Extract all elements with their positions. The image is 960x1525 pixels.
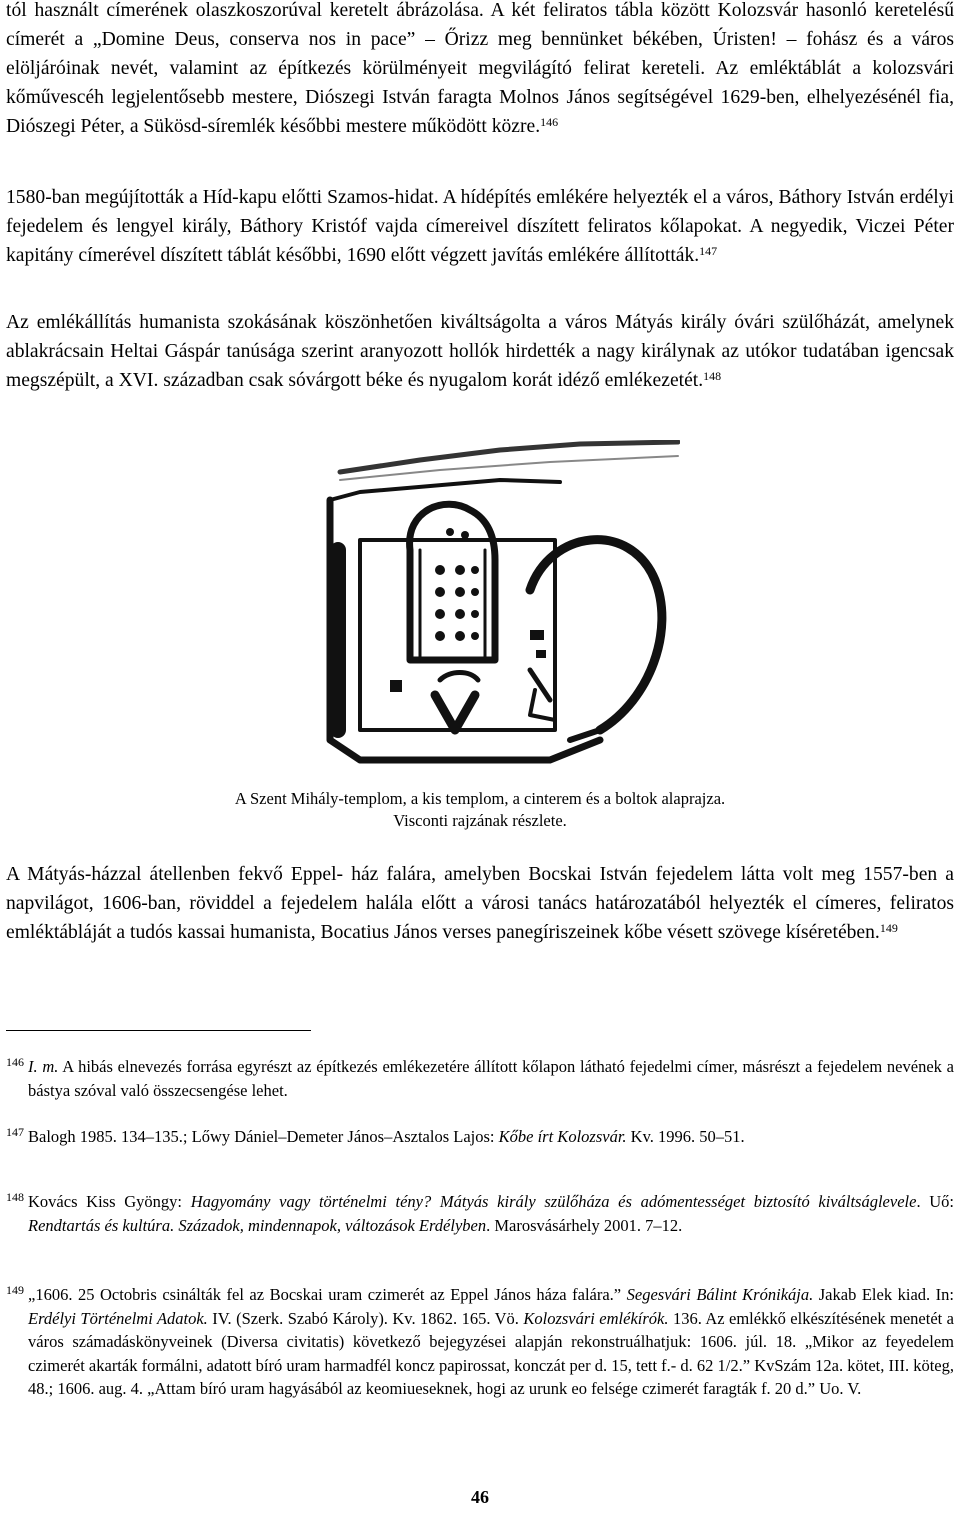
footnote-number: 147 — [6, 1125, 24, 1139]
floor-plan-drawing — [300, 440, 680, 780]
footnote-146 — [6, 1055, 954, 1102]
footnote-147 — [6, 1125, 954, 1149]
footnote-italic: I. m. — [28, 1057, 59, 1076]
footnote-body: IV. (Szerk. Szabó Károly). Kv. 1862. 165. Vö. — [207, 1308, 524, 1328]
paragraph-1 — [6, 0, 954, 141]
footnote-ref-148[interactable]: 148 — [703, 369, 722, 383]
paragraph-2 — [6, 183, 954, 270]
footnote-italic: Kőbe írt Kolozsvár. — [498, 1127, 627, 1146]
footnote-body: Balogh 1985. 134–135.; Lőwy Dániel–Demeter János–Asztalos Lajos: — [28, 1127, 499, 1146]
footnote-italic: Rendtartás és kultúra. Századok, mindennapok, változások Erdélyben — [28, 1215, 487, 1235]
footnote-body: Jakab Elek kiad. In: — [813, 1285, 954, 1304]
footnote-italic: Erdélyi Történelmi Adatok. — [28, 1308, 208, 1328]
paragraph-2-text: 1580-ban megújították a Híd-kapu előtti Szamos-hidat. A hídépítés emlékére helyezték el a város, Báthory István erdélyi fejedelem és lengyel király, Báthory Kristóf vajda címereivel díszített feliratos kőlapokat. A negyedik, Viczei Péter kapitány címerével díszített táblát későbbi, 1690 előtt végzett javítás emlékére állították. — [6, 187, 954, 266]
footnote-italic: Segesvári Bálint Krónikája. — [626, 1285, 814, 1304]
footnote-body: „1606. 25 Octobris csinálták fel az Bocskai uram czimerét az Eppel János háza falára.” — [28, 1285, 627, 1304]
footnote-148 — [6, 1190, 954, 1237]
footnote-ref-149[interactable]: 149 — [879, 921, 898, 935]
figure-caption — [6, 788, 954, 832]
footnote-number: 146 — [6, 1055, 24, 1069]
footnote-body: . Marosvásárhely 2001. 7–12. — [486, 1215, 683, 1235]
footnote-body: Kv. 1996. 50–51. — [626, 1127, 745, 1146]
footnote-ref-147[interactable]: 147 — [699, 244, 718, 258]
footnote-149 — [6, 1283, 954, 1401]
footnote-number: 148 — [6, 1190, 24, 1204]
footnote-body: 136. Az emlékkő elkészítésének menetét a város számadáskönyveinek (Diversa civitatis) következő bejegyzései alapján rekonstruálhatjuk: 1606. júl. 18. „Mikor az feyedelem czimerét akarták formálni, adatott bíró uram harmadfél koncz papirossat, konczát per d. 15, tett f.- d. 62 1/2.” KvSzám 12a. kötet, III. köteg, 48.; 1606. aug. 4. „Attam bíró uram hagyásából az keomiueseknek, hogi az urunk eo felsége czimerét faragták f. 20 d.” Uo. V. — [28, 1308, 954, 1399]
footnote-italic: Hagyomány vagy történelmi tény? Mátyás király szülőháza és adómentességet biztosító kiváltságlevele — [190, 1192, 917, 1211]
caption-line-1: A Szent Mihály-templom, a kis templom, a cinterem és a boltok alaprajza. — [234, 789, 726, 808]
footnote-italic: Kolozsvári emlékírók. — [523, 1308, 669, 1328]
paragraph-4 — [6, 860, 954, 947]
footnote-ref-146[interactable]: 146 — [540, 115, 559, 129]
paragraph-3 — [6, 308, 954, 395]
footnote-body: A hibás elnevezés forrása egyrészt az építkezés emlékezetére állított kőlapon látható fejedelmi címer, másrészt a fejedelem nevének a bástya szóval való összecsengése lehet. — [28, 1057, 954, 1100]
paragraph-1-text: tól használt címerének olaszkoszorúval keretelt ábrázolása. A két feliratos tábla között Kolozsvár hasonló keretelésű címerét a „Domine Deus, conserva nos in pace” – Őrizz meg bennünket békében, Úristen! – fohász és a város elöljáróinak nevét, valamint az építkezés körülményeit megvilágító felirat kereteli. Az emléktáblát a kolozsvári kőművescéh legjelentősebb mestere, Diószegi István faragta Molnos János segítségével 1629-ben, elhelyezésénél fia, Diószegi Péter, a Sükösd-síremlék későbbi mestere működött közre. — [6, 0, 954, 137]
paragraph-4-text: A Mátyás-házzal átellenben fekvő Eppel- ház falára, amelyben Bocskai István fejedelem látta volt meg 1557-ben a napvilágot, 1606-ban, röviddel a fejedelem halála előtt a városi tanács határozatából helyezték el címeres, feliratos emléktábláját a tudós kassai humanista, Bocatius János verses panegíriszeinek kőbe vésett szövege kíséretében. — [6, 864, 954, 943]
floor-plan-svg — [300, 440, 680, 780]
footnote-text — [6, 1190, 954, 1237]
footnote-body: Kovács Kiss Gyöngy: — [28, 1192, 191, 1211]
page-number: 46 — [471, 1487, 489, 1507]
footnote-text — [6, 1055, 954, 1102]
footnote-body: . Uő: — [916, 1192, 955, 1211]
footnote-text — [6, 1283, 954, 1401]
footnote-number: 149 — [6, 1283, 24, 1297]
caption-line-2: Visconti rajzának részlete. — [393, 811, 567, 830]
footnote-text — [6, 1125, 954, 1149]
paragraph-3-text: Az emlékállítás humanista szokásának köszönhetően kiváltságolta a város Mátyás király óvári szülőházát, amelynek ablakrácsain Heltai Gáspár tanúsága szerint aranyozott hollók hirdették a nagy királynak az utókor tudatában igencsak megszépült, a XVI. században csak sóvárgott béke és nyugalom korát idéző emlékezetét. — [6, 312, 954, 391]
footnote-separator — [6, 1030, 311, 1031]
